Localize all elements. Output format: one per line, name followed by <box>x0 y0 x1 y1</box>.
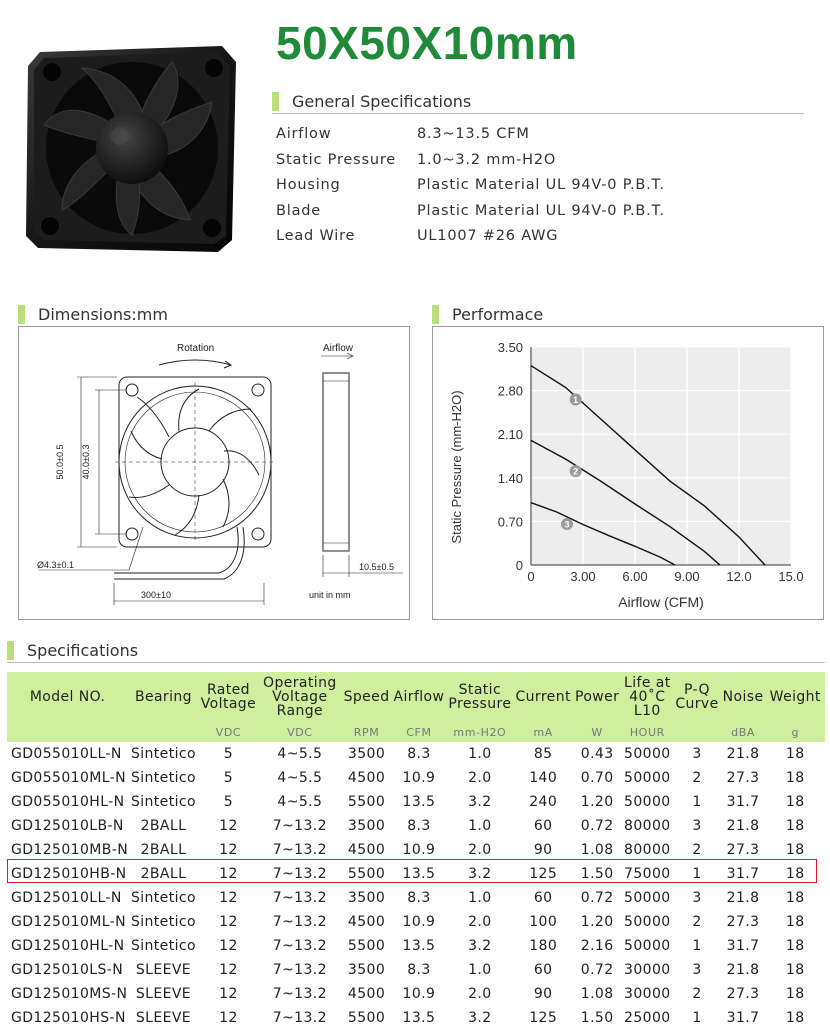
table-cell: 1.0 <box>468 746 492 762</box>
table-cell: 1.0 <box>468 962 492 978</box>
column-unit: VDC <box>199 722 258 742</box>
x-tick-label: 15.0 <box>778 569 804 584</box>
column-header: Life at 40˚C L10 <box>621 672 673 722</box>
x-tick-label: 9.00 <box>674 569 700 584</box>
table-cell: 0.72 <box>580 818 614 834</box>
table-cell: 180 <box>529 938 558 954</box>
table-cell: Sintetico <box>130 746 196 762</box>
table-cell: 7~13.2 <box>272 938 327 954</box>
table-cell: 12 <box>219 986 238 1002</box>
table-cell: 240 <box>529 794 558 810</box>
table-cell: 3 <box>692 746 702 762</box>
column-header: Operating Voltage Range <box>258 672 341 722</box>
table-cell: 8.3 <box>407 746 431 762</box>
table-cell: 125 <box>529 866 558 882</box>
table-cell: 3 <box>692 818 702 834</box>
section-title: Dimensions:mm <box>38 305 168 324</box>
table-cell: 1.0 <box>468 818 492 834</box>
table-cell: 8.3 <box>407 962 431 978</box>
table-cell: 2.0 <box>468 842 492 858</box>
table-cell: 4~5.5 <box>277 770 323 786</box>
table-cell: 1 <box>692 794 702 810</box>
spec-row-airflow <box>276 126 665 152</box>
table-cell: GD125010LS-N <box>11 962 124 978</box>
table-cell: 18 <box>785 794 805 810</box>
table-cell: Sintetico <box>130 770 196 786</box>
series-marker-label: 3 <box>564 519 570 530</box>
table-row <box>7 1006 825 1030</box>
table-cell: 13.5 <box>402 866 436 882</box>
table-cell: Sintetico <box>130 914 196 930</box>
column-unit <box>128 722 199 742</box>
table-cell: 12 <box>219 842 238 858</box>
table-cell: 140 <box>529 770 558 786</box>
table-cell: 2 <box>692 914 702 930</box>
table-cell: 12 <box>219 866 238 882</box>
dimensions-header <box>18 305 410 327</box>
table-row <box>7 910 825 934</box>
table-cell: 3 <box>692 962 702 978</box>
table-cell: 4500 <box>347 914 386 930</box>
table-cell: GD125010LL-N <box>11 890 122 906</box>
table-cell: 1 <box>692 938 702 954</box>
table-cell: 27.3 <box>726 842 760 858</box>
column-unit: mm-H2O <box>446 722 513 742</box>
table-cell: GD125010ML-N <box>11 914 127 930</box>
y-tick-label: 3.50 <box>497 340 523 355</box>
table-cell: 18 <box>785 866 805 882</box>
table-cell: SLEEVE <box>135 986 192 1002</box>
table-cell: 3.2 <box>468 794 492 810</box>
table-cell: 4~5.5 <box>277 746 323 762</box>
performance-header <box>432 305 824 327</box>
table-row <box>7 886 825 910</box>
table-cell: 13.5 <box>402 938 436 954</box>
table-cell: 1 <box>692 1010 702 1026</box>
column-unit: RPM <box>342 722 392 742</box>
table-cell: 2.0 <box>468 770 492 786</box>
table-row <box>7 862 825 886</box>
table-row <box>7 838 825 862</box>
section-title: Performace <box>452 305 544 324</box>
table-cell: 10.9 <box>402 842 436 858</box>
fan-product-image <box>22 40 242 255</box>
table-cell: 3500 <box>347 746 386 762</box>
spec-row-housing <box>276 177 665 203</box>
spec-row-static-pressure <box>276 152 665 178</box>
table-cell: 2BALL <box>140 866 187 882</box>
table-cell: 30000 <box>624 962 671 978</box>
table-cell: GD125010LB-N <box>11 818 124 834</box>
y-tick-label: 0.70 <box>497 514 523 530</box>
table-row <box>7 934 825 958</box>
table-cell: 50000 <box>624 794 671 810</box>
specifications-header <box>7 641 825 663</box>
table-cell: 7~13.2 <box>272 890 327 906</box>
table-cell: 2.16 <box>580 938 614 954</box>
column-header: Weight <box>765 672 825 722</box>
spec-row-blade <box>276 203 665 229</box>
general-specifications-header <box>272 92 804 114</box>
y-tick-label: 2.10 <box>497 427 523 443</box>
table-cell: 0.70 <box>580 770 614 786</box>
hole-pitch-dimension: 40.0±0.3 <box>81 444 91 480</box>
table-cell: 125 <box>529 1010 558 1026</box>
table-cell: 4500 <box>347 770 386 786</box>
table-cell: 3 <box>692 890 702 906</box>
column-unit: HOUR <box>621 722 673 742</box>
spec-key: Airflow <box>276 126 332 142</box>
table-cell: 5 <box>223 770 234 786</box>
table-cell: 50000 <box>624 890 671 906</box>
series-marker-label: 1 <box>573 394 579 405</box>
table-row <box>7 958 825 982</box>
table-cell: 18 <box>785 890 805 906</box>
y-tick-label: 0 <box>515 558 523 573</box>
table-cell: 18 <box>785 938 805 954</box>
table-cell: 18 <box>785 770 805 786</box>
table-body <box>7 742 825 1030</box>
table-cell: 31.7 <box>726 794 760 810</box>
table-cell: 50000 <box>624 746 671 762</box>
table-cell: 3500 <box>347 818 386 834</box>
table-cell: 3.2 <box>468 1010 492 1026</box>
table-cell: 12 <box>219 962 238 978</box>
thickness-dimension: 10.5±0.5 <box>359 562 394 572</box>
table-row <box>7 790 825 814</box>
table-cell: 10.9 <box>402 770 436 786</box>
table-cell: GD125010MS-N <box>11 986 128 1002</box>
table-cell: 1.20 <box>580 794 614 810</box>
table-cell: 7~13.2 <box>272 818 327 834</box>
table-cell: 10.9 <box>402 986 436 1002</box>
table-cell: Sintetico <box>130 794 196 810</box>
y-tick-label: 1.40 <box>497 470 523 486</box>
series-marker-2 <box>570 465 582 477</box>
table-cell: 2.0 <box>468 986 492 1002</box>
table-cell: 31.7 <box>726 938 760 954</box>
section-marker <box>18 305 25 324</box>
table-cell: 1.50 <box>580 1010 614 1026</box>
page-title: 50X50X10mm <box>276 17 578 69</box>
x-axis-title: Airflow (CFM) <box>618 594 704 610</box>
table-cell: 4~5.5 <box>277 794 323 810</box>
table-cell: 12 <box>219 1010 238 1026</box>
table-cell: 21.8 <box>726 746 760 762</box>
column-unit: CFM <box>392 722 447 742</box>
table-cell: 60 <box>533 962 553 978</box>
table-row <box>7 982 825 1006</box>
table-cell: Sintetico <box>130 938 196 954</box>
table-cell: 50000 <box>624 914 671 930</box>
table-cell: 13.5 <box>402 794 436 810</box>
table-cell: 2BALL <box>140 842 187 858</box>
column-unit: mA <box>513 722 573 742</box>
table-cell: Sintetico <box>130 890 196 906</box>
rotation-label: Rotation <box>177 343 215 354</box>
table-cell: 3.2 <box>468 866 492 882</box>
table-row <box>7 742 825 766</box>
table-cell: 60 <box>533 890 553 906</box>
table-cell: 90 <box>533 986 553 1002</box>
spec-key: Lead Wire <box>276 228 356 244</box>
section-marker <box>7 641 14 660</box>
table-cell: 60 <box>533 818 553 834</box>
section-title: Specifications <box>27 641 139 660</box>
table-cell: 3500 <box>347 890 386 906</box>
section-marker <box>272 92 279 111</box>
table-cell: 7~13.2 <box>272 866 327 882</box>
table-cell: 5500 <box>347 794 386 810</box>
table-cell: 7~13.2 <box>272 842 327 858</box>
table-cell: 13.5 <box>402 1010 436 1026</box>
column-unit: W <box>573 722 621 742</box>
table-cell: 31.7 <box>726 866 760 882</box>
table-cell: GD125010HL-N <box>11 938 125 954</box>
table-cell: 2BALL <box>140 818 187 834</box>
table-cell: 25000 <box>624 1010 671 1026</box>
table-cell: 27.3 <box>726 770 760 786</box>
plot-area <box>531 347 791 565</box>
table-cell: 21.8 <box>726 890 760 906</box>
series-marker-label: 2 <box>573 466 579 477</box>
table-row <box>7 766 825 790</box>
table-row <box>7 814 825 838</box>
table-cell: 85 <box>533 746 553 762</box>
table-cell: 2 <box>692 770 702 786</box>
table-cell: SLEEVE <box>135 1010 192 1026</box>
table-cell: GD055010HL-N <box>11 794 125 810</box>
spec-value: 8.3~13.5 CFM <box>417 126 530 142</box>
table-cell: 21.8 <box>726 818 760 834</box>
table-cell: 18 <box>785 914 805 930</box>
spec-key: Blade <box>276 202 321 219</box>
x-tick-label: 12.0 <box>726 569 752 584</box>
table-cell: 5 <box>223 746 234 762</box>
column-unit: VDC <box>258 722 341 742</box>
table-cell: 18 <box>785 1010 805 1026</box>
x-tick-label: 6.00 <box>622 569 648 584</box>
height-dimension: 50.0±0.5 <box>55 444 65 480</box>
series-marker-1 <box>570 393 582 405</box>
table-cell: 27.3 <box>726 914 760 930</box>
table-cell: 1.20 <box>580 914 614 930</box>
table-cell: 1.08 <box>580 842 614 858</box>
table-cell: 7~13.2 <box>272 962 327 978</box>
column-header: Power <box>573 672 621 722</box>
table-cell: 18 <box>785 986 805 1002</box>
specifications-table <box>7 672 825 1030</box>
table-cell: 12 <box>219 890 238 906</box>
y-axis-title: Static Pressure (mm-H2O) <box>449 390 464 544</box>
table-cell: 1.08 <box>580 986 614 1002</box>
spec-value: UL1007 #26 AWG <box>417 228 559 244</box>
table-cell: 10.9 <box>402 914 436 930</box>
spec-key: Housing <box>276 177 341 193</box>
table-cell: 18 <box>785 842 805 858</box>
table-cell: 2 <box>692 842 702 858</box>
table-cell: 18 <box>785 746 805 762</box>
column-header: P-Q Curve <box>673 672 720 722</box>
airflow-label: Airflow <box>323 343 354 354</box>
y-tick-label: 2.80 <box>497 383 523 399</box>
column-header: Current <box>513 672 573 722</box>
column-unit: g <box>765 722 825 742</box>
section-marker <box>432 305 439 324</box>
column-header: Airflow <box>392 672 447 722</box>
column-header: Model NO. <box>7 672 128 722</box>
table-cell: 5500 <box>347 938 386 954</box>
series-marker-3 <box>561 518 573 530</box>
table-cell: 31.7 <box>726 1010 760 1026</box>
spec-value: Plastic Material UL 94V-0 P.B.T. <box>417 177 665 193</box>
table-cell: 7~13.2 <box>272 914 327 930</box>
x-tick-label: 3.00 <box>570 569 596 584</box>
table-cell: GD055010LL-N <box>11 746 122 762</box>
table-cell: GD125010MB-N <box>11 842 129 858</box>
pq-curve-chart <box>433 327 823 619</box>
hole-diameter-dimension: Ø4.3±0.1 <box>37 560 74 570</box>
table-cell: 12 <box>219 914 238 930</box>
table-header-row <box>7 672 825 722</box>
table-cell: 4500 <box>347 986 386 1002</box>
table-cell: 4500 <box>347 842 386 858</box>
table-cell: GD055010ML-N <box>11 770 127 786</box>
table-cell: 75000 <box>624 866 671 882</box>
table-cell: 2.0 <box>468 914 492 930</box>
dimensions-drawing-panel <box>18 326 410 620</box>
column-header: Noise <box>721 672 766 722</box>
table-cell: 30000 <box>624 986 671 1002</box>
table-cell: 12 <box>219 818 238 834</box>
table-cell: 18 <box>785 962 805 978</box>
column-unit: dBA <box>721 722 766 742</box>
table-cell: 12 <box>219 938 238 954</box>
table-cell: SLEEVE <box>135 962 192 978</box>
table-cell: 5 <box>223 794 234 810</box>
table-cell: 21.8 <box>726 962 760 978</box>
performance-chart-panel <box>432 326 824 620</box>
column-header: Rated Voltage <box>199 672 258 722</box>
table-cell: 5500 <box>347 1010 386 1026</box>
table-cell: 5500 <box>347 866 386 882</box>
table-cell: 50000 <box>624 938 671 954</box>
table-cell: 27.3 <box>726 986 760 1002</box>
table-cell: GD125010HS-N <box>11 1010 126 1026</box>
table-units-row <box>7 722 825 742</box>
table-cell: 18 <box>785 818 805 834</box>
spec-value: Plastic Material UL 94V-0 P.B.T. <box>417 202 665 219</box>
unit-note: unit in mm <box>309 590 351 600</box>
column-header: Static Pressure <box>446 672 513 722</box>
general-specifications-list <box>276 126 665 254</box>
table-cell: 50000 <box>624 770 671 786</box>
spec-row-lead-wire <box>276 228 665 254</box>
table-cell: 7~13.2 <box>272 1010 327 1026</box>
table-cell: 90 <box>533 842 553 858</box>
table-cell: 7~13.2 <box>272 986 327 1002</box>
table-cell: 1.0 <box>468 890 492 906</box>
column-header: Bearing <box>128 672 199 722</box>
spec-key: Static Pressure <box>276 151 396 168</box>
table-cell: GD125010HB-N <box>11 866 127 882</box>
table-cell: 2 <box>692 986 702 1002</box>
table-cell: 100 <box>529 914 558 930</box>
dimension-drawing <box>19 327 409 619</box>
table-cell: 0.72 <box>580 962 614 978</box>
table-cell: 80000 <box>624 818 671 834</box>
table-cell: 80000 <box>624 842 671 858</box>
table-cell: 0.72 <box>580 890 614 906</box>
table-cell: 8.3 <box>407 818 431 834</box>
wire-length-dimension: 300±10 <box>141 590 171 600</box>
column-unit <box>673 722 720 742</box>
x-tick-label: 0 <box>527 569 535 584</box>
section-title: General Specifications <box>292 92 472 111</box>
column-unit <box>7 722 128 742</box>
table-cell: 0.43 <box>580 746 614 762</box>
table-cell: 3.2 <box>468 938 492 954</box>
table-cell: 1.50 <box>580 866 614 882</box>
table-cell: 3500 <box>347 962 386 978</box>
table-cell: 8.3 <box>407 890 431 906</box>
spec-value: 1.0~3.2 mm-H2O <box>417 151 557 168</box>
column-header: Speed <box>342 672 392 722</box>
table-cell: 1 <box>692 866 702 882</box>
